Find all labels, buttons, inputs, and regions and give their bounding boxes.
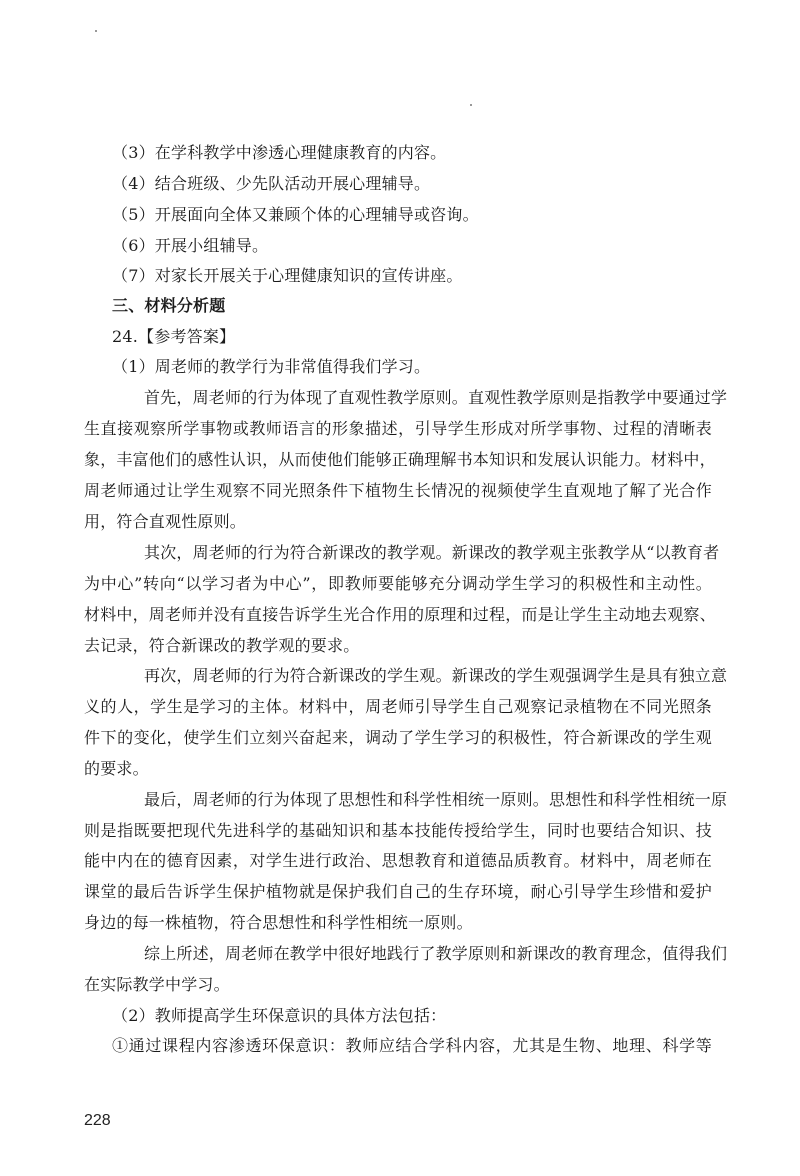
scan-speck [95, 30, 97, 32]
paragraph-line: 的要求。 [84, 759, 149, 778]
answer-subheading: （1）周老师的教学行为非常值得我们学习。 [112, 357, 431, 376]
paragraph-line: 去记录，符合新课改的教学观的要求。 [84, 636, 360, 655]
list-item: （6）开展小组辅导。 [112, 236, 269, 255]
paragraph-line: 其次，周老师的行为符合新课改的教学观。新课改的教学观主张教学从“以教育者 [144, 543, 720, 562]
paragraph-line: 象，丰富他们的感性认识，从而使他们能够正确理解书本知识和发展认识能力。材料中， [84, 450, 716, 469]
scan-speck [470, 104, 472, 106]
list-item: （3）在学科教学中渗透心理健康教育的内容。 [112, 143, 447, 162]
paragraph-line: 综上所述，周老师在教学中很好地践行了教学原则和新课改的教育理念，值得我们 [144, 944, 728, 963]
paragraph-line: 件下的变化，使学生们立刻兴奋起来，调动了学生学习的积极性，符合新课改的学生观 [84, 728, 712, 747]
paragraph-line: 义的人，学生是学习的主体。材料中，周老师引导学生自己观察记录植物在不同光照条 [84, 697, 712, 716]
paragraph-line: 最后，周老师的行为体现了思想性和科学性相统一原则。思想性和科学性相统一原 [144, 790, 728, 809]
paragraph-line: 在实际教学中学习。 [84, 975, 230, 994]
paragraph-line: 能中内在的德育因素，对学生进行政治、思想教育和道德品质教育。材料中，周老师在 [84, 851, 712, 870]
answer-subheading: （2）教师提高学生环保意识的具体方法包括： [112, 1006, 447, 1025]
paragraph-line: 生直接观察所学事物或教师语言的形象描述，引导学生形成对所学事物、过程的清晰表 [84, 419, 712, 438]
list-item: （7）对家长开展关于心理健康知识的宣传讲座。 [112, 266, 463, 285]
paragraph-line: 身边的每一株植物，符合思想性和科学性相统一原则。 [84, 913, 473, 932]
paragraph-line: 为中心”转向“以学习者为中心”，即教师要能够充分调动学生学习的积极性和主动性。 [84, 574, 712, 593]
paragraph-line: 再次，周老师的行为符合新课改的学生观。新课改的学生观强调学生是具有独立意 [144, 666, 728, 685]
page-number: 228 [84, 1112, 111, 1129]
paragraph-line: 首先，周老师的行为体现了直观性教学原则。直观性教学原则是指教学中要通过学 [144, 388, 728, 407]
paragraph-line: 则是指既要把现代先进科学的基础知识和基本技能传授给学生，同时也要结合知识、技 [84, 821, 712, 840]
list-item: （5）开展面向全体又兼顾个体的心理辅导或咨询。 [112, 205, 479, 224]
question-heading: 24.【参考答案】 [112, 327, 236, 346]
paragraph-line: 周老师通过让学生观察不同光照条件下植物生长情况的视频使学生直观地了解了光合作 [84, 481, 712, 500]
list-item: （4）结合班级、少先队活动开展心理辅导。 [112, 174, 431, 193]
paragraph-line: 材料中，周老师并没有直接告诉学生光合作用的原理和过程，而是让学生主动地去观察、 [84, 605, 716, 624]
paragraph-line: ①通过课程内容渗透环保意识：教师应结合学科内容，尤其是生物、地理、科学等 [112, 1036, 712, 1055]
paragraph-line: 用，符合直观性原则。 [84, 512, 247, 531]
paragraph-line: 课堂的最后告诉学生保护植物就是保护我们自己的生存环境，耐心引导学生珍惜和爱护 [84, 882, 712, 901]
section-heading: 三、材料分析题 [112, 296, 226, 315]
